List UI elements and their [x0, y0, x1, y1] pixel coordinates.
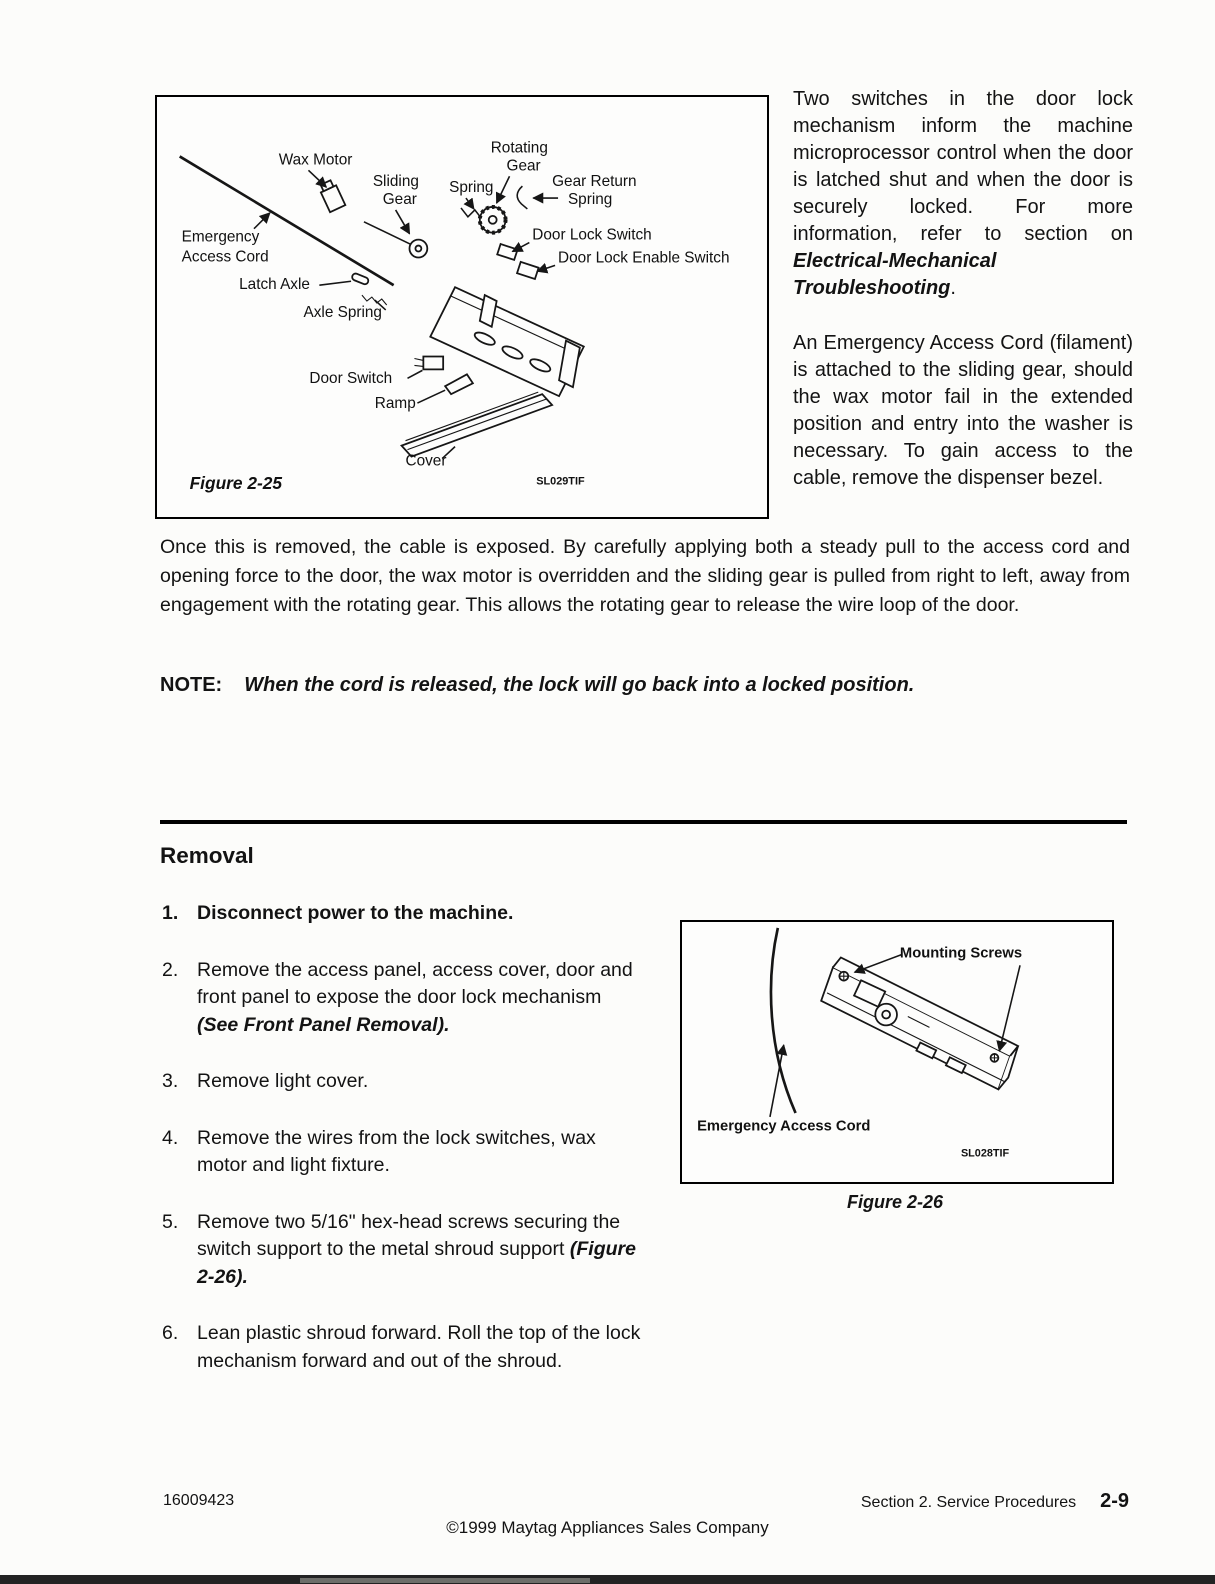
label-mounting-screws: Mounting Screws [899, 945, 1023, 962]
label-sliding-gear: Sliding [372, 173, 419, 191]
shroud-part [821, 957, 1018, 1089]
removal-step-1: 1. Disconnect power to the machine. [162, 902, 514, 924]
removal-steps-list [162, 900, 644, 1404]
cover-part [402, 392, 553, 456]
label-emergency-access-cord-2: Access Cord [181, 248, 269, 266]
removal-step-6: 6. Lean plastic shroud forward. Roll the top of the lock mechanism forward and out of the shroud. [162, 1322, 641, 1372]
removal-step-5: 5. Remove two 5/16" hex-head screws securing the switch support to the metal shroud support (Figure 2-26). [162, 1210, 636, 1288]
note-text: When the cord is released, the lock will go back into a locked position. [244, 674, 915, 696]
label-latch-axle: Latch Axle [239, 276, 310, 294]
door-lock-exploded-diagram [157, 97, 763, 513]
lock-housing [430, 287, 584, 396]
label-door-lock-switch: Door Lock Switch [532, 226, 652, 244]
label-gear-return-spring: Gear Return [552, 173, 637, 191]
footer-section-title: Section 2. Service Procedures [860, 1494, 1077, 1511]
label-emergency-access-cord: Emergency Access Cord [697, 1118, 871, 1135]
label-ramp: Ramp [374, 395, 416, 413]
door-switch-part [414, 357, 443, 370]
figure-2-25-image-code: SL029TIF [536, 475, 585, 488]
removal-step-2: 2. Remove the access panel, access cover, door and front panel to expose the door lock mechanism (See Front Panel Removal). [162, 958, 633, 1036]
door-lock-switch-part [497, 244, 517, 260]
intro-paragraph-3: Once this is removed, the cable is exposed. By carefully applying both a steady pull to the access cord and opening force to the door, the wax motor is overridden and the sliding gear is pulled from right to left, away from engagement with the rotating gear. This allows the rotating gear to release the wire loop of the door. [160, 536, 1130, 616]
shroud-diagram [682, 922, 1108, 1178]
scan-edge-highlight [300, 1578, 590, 1583]
label-door-switch: Door Switch [309, 370, 393, 388]
figure-2-26-caption: Figure 2-26 [846, 1192, 944, 1212]
removal-step-4: 4. Remove the wires from the lock switches, wax motor and light fixture. [162, 1126, 596, 1176]
footer-doc-number: 16009423 [163, 1492, 235, 1509]
figure-2-26-image-code: SL028TIF [960, 1147, 1010, 1160]
label-axle-spring: Axle Spring [303, 303, 382, 321]
label-wax-motor: Wax Motor [278, 151, 353, 169]
figure-2-26 [680, 920, 1114, 1184]
label-sliding-gear-2: Gear [382, 190, 417, 208]
label-emergency-access-cord: Emergency [181, 228, 260, 246]
label-rotating-gear: Rotating [490, 139, 548, 157]
label-door-lock-enable-switch: Door Lock Enable Switch [558, 249, 730, 267]
section-divider [160, 820, 1127, 824]
emphasis-electrical-mechanical: Electrical-Mechanical Troubleshooting [793, 250, 997, 299]
latch-axle-part [351, 273, 369, 286]
scan-edge-artifact [0, 1575, 1215, 1584]
label-cover: Cover [405, 452, 447, 470]
label-spring: Spring [449, 179, 494, 197]
cord-curve [771, 928, 796, 1113]
note-line [160, 674, 1135, 697]
note-label: NOTE: [160, 674, 223, 696]
footer-copyright: ©1999 Maytag Appliances Sales Company [446, 1518, 769, 1537]
cord-line [180, 156, 394, 285]
gear-return-spring-part [517, 186, 527, 209]
figure-2-25 [155, 95, 769, 519]
intro-paragraph-2: An Emergency Access Cord (filament) is attached to the sliding gear, should the wax motor fail in the extended position and entry into the washer is necessary. To gain access to the cable, remove the dispenser bezel. [793, 332, 1133, 489]
figure-2-25-caption: Figure 2-25 [189, 473, 283, 494]
removal-heading: Removal [160, 843, 254, 868]
footer-page-number: 2-9 [1100, 1490, 1129, 1512]
footer-section [861, 1490, 1129, 1513]
intro-paragraph-1: Two switches in the door lock mechanism inform the machine microprocessor control when the door is latched shut and when the door is securely locked. For more information, refer to section on Electrical-Mechanical Troubleshooting. [793, 88, 1133, 299]
removal-step-3: 3. Remove light cover. [162, 1070, 369, 1092]
ramp-part [445, 374, 473, 394]
intro-text-column [793, 86, 1133, 520]
label-gear-return-spring-2: Spring [567, 190, 613, 208]
door-lock-enable-switch-part [517, 262, 539, 279]
axle-rod [364, 222, 417, 248]
label-rotating-gear-2: Gear [506, 157, 541, 175]
